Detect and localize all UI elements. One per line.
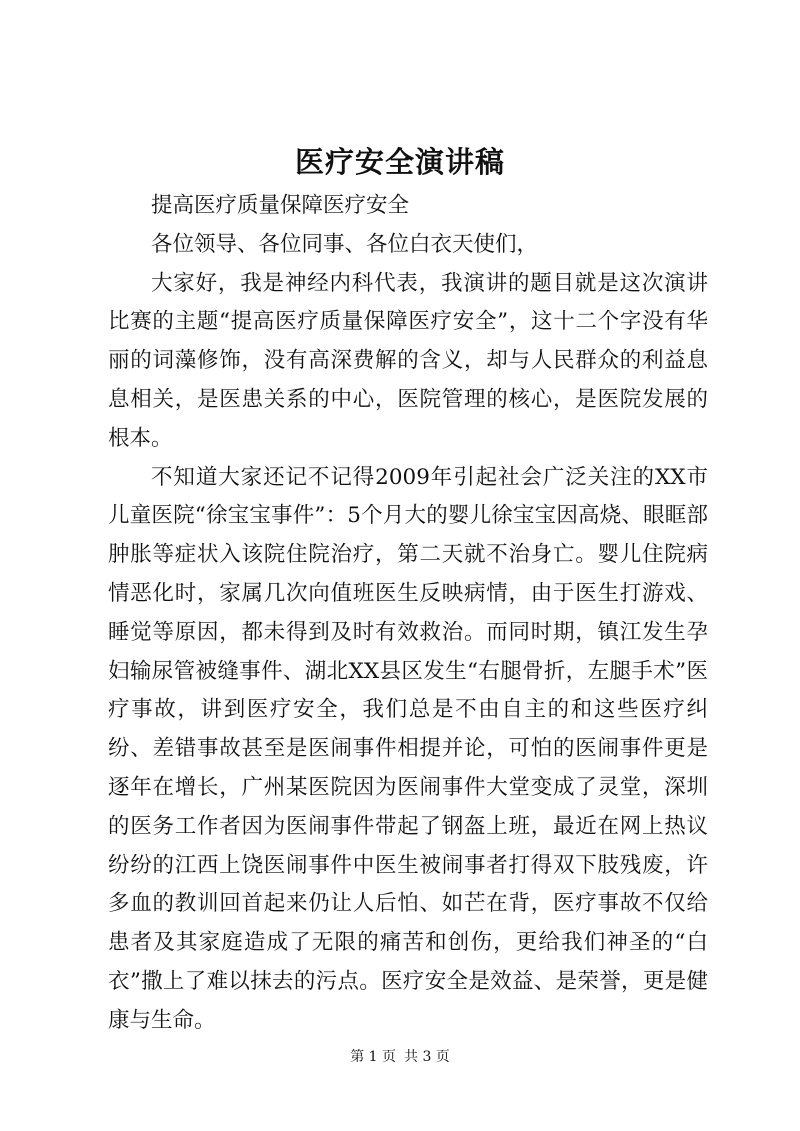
body-paragraph: 大家好，我是神经内科代表，我演讲的题目就是这次演讲比赛的主题“提高医疗质量保障医疗安全”，这十二个字没有华丽的词藻修饰，没有高深费解的含义，却与人民群众的利益息息相关，是医患关系的中心，医院管理的核心，是医院发展的根本。 bbox=[108, 270, 708, 451]
salutation-paragraph: 各位领导、各位同事、各位白衣天使们， bbox=[151, 231, 539, 257]
page-total: 共 3 页 bbox=[404, 1049, 450, 1065]
page-number: 第 1 页 bbox=[350, 1049, 396, 1065]
document-body bbox=[108, 187, 708, 1041]
subtitle-paragraph: 提高医疗质量保障医疗安全 bbox=[151, 193, 410, 218]
page-footer bbox=[0, 1047, 800, 1067]
body-paragraph: 不知道大家还记不记得2009年引起社会广泛关注的XX市儿童医院“徐宝宝事件”：5个月大的婴儿徐宝宝因高烧、眼眶部肿胀等症状入该院住院治疗，第二天就不治身亡。婴儿住院病情恶化时，家属几次向值班医生反映病情，由于医生打游戏、睡觉等原因，都未得到及时有效救治。而同时期，镇江发生孕妇输尿管被缝事件、湖北XX县区发生“右腿骨折，左腿手术”医疗事故，讲到医疗安全，我们总是不由自主的和这些医疗纠纷、差错事故甚至是医闹事件相提并论，可怕的医闹事件更是逐年在增长，广州某医院因为医闹事件大堂变成了灵堂，深圳的医务工作者因为医闹事件带起了钢盔上班，最近在网上热议纷纷的江西上饶医闹事件中医生被闹事者打得双下肢残废，许多血的教训回首起来仍让人后怕、如芒在背，医疗事故不仅给患者及其家庭造成了无限的痛苦和创伤，更给我们神圣的“白衣”撒上了难以抹去的污点。医疗安全是效益、是荣誉，更是健康与生命。 bbox=[108, 464, 708, 1033]
document-title: 医疗安全演讲稿 bbox=[294, 145, 505, 179]
